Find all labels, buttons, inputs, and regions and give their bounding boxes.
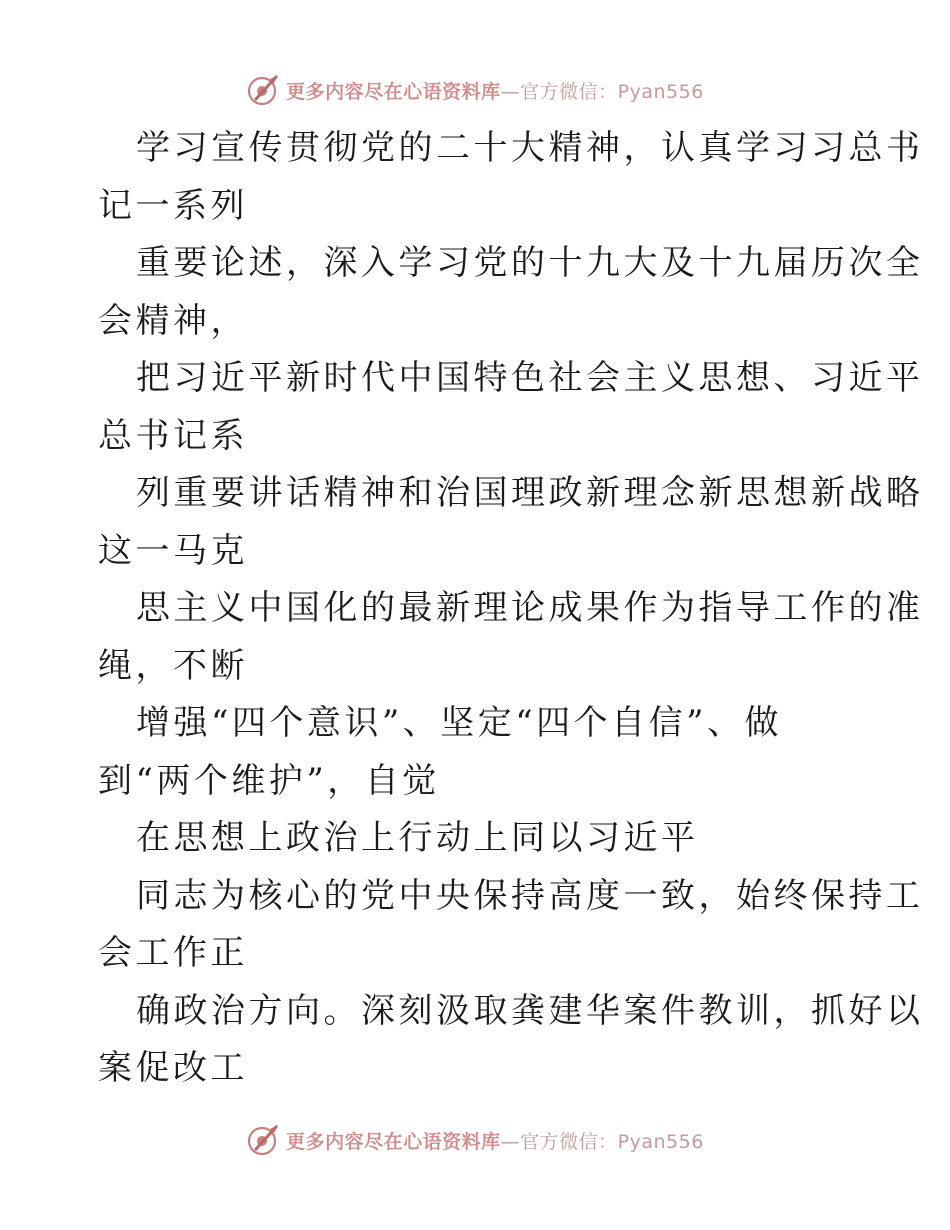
- quill-logo-icon: [246, 1123, 280, 1157]
- paragraph: [98, 868, 924, 983]
- paragraph-line: 同志为核心的党中央保持高度一致，始终保持工: [136, 875, 924, 916]
- paragraph-line: 在思想上政治上行动上同以习近平: [136, 818, 699, 858]
- watermark-text: [286, 77, 704, 104]
- paragraph-line: 记一系列: [98, 185, 248, 226]
- paragraph: [98, 235, 924, 350]
- footer-watermark: [0, 1120, 950, 1160]
- paragraph-line: 到“两个维护”，自觉: [98, 760, 440, 801]
- paragraph-line: 绳，不断: [98, 645, 248, 686]
- paragraph-line: 会精神，: [98, 300, 248, 341]
- paragraph-line: 增强“四个意识”、坚定“四个自信”、做: [136, 703, 783, 743]
- paragraph-line: 这一马克: [98, 530, 248, 571]
- watermark-main: 更多内容尽在心语资料库: [286, 80, 501, 103]
- paragraph-line: 把习近平新时代中国特色社会主义思想、习近平: [136, 358, 924, 398]
- paragraph: [98, 695, 858, 810]
- watermark-main: 更多内容尽在心语资料库: [286, 1130, 501, 1153]
- paragraph: [98, 120, 924, 235]
- paragraph-line: 思主义中国化的最新理论成果作为指导工作的准: [136, 588, 924, 628]
- document-body: [98, 120, 924, 1098]
- watermark-sub: —官方微信：Pyan556: [500, 1130, 704, 1153]
- paragraph: [98, 465, 924, 580]
- paragraph-line: 列重要讲话精神和治国理政新理念新思想新战略: [136, 473, 924, 513]
- header-watermark: [0, 70, 950, 110]
- paragraph-line: 重要论述，深入学习党的十九大及十九届历次全: [136, 243, 924, 283]
- paragraph-line: 会工作正: [98, 933, 248, 973]
- paragraph: [98, 580, 924, 695]
- watermark-sub: —官方微信：Pyan556: [500, 80, 704, 103]
- quill-logo-icon: [246, 73, 280, 107]
- watermark-text: [286, 1127, 704, 1154]
- paragraph-line: 确政治方向。深刻汲取龚建华案件教训，抓好以: [136, 990, 924, 1031]
- paragraph: [98, 350, 924, 465]
- paragraph-line: 案促改工: [98, 1048, 248, 1088]
- paragraph-line: 学习宣传贯彻党的二十大精神，认真学习习总书: [136, 128, 924, 168]
- paragraph: [98, 983, 924, 1098]
- paragraph: [98, 810, 858, 868]
- paragraph-line: 总书记系: [98, 415, 248, 456]
